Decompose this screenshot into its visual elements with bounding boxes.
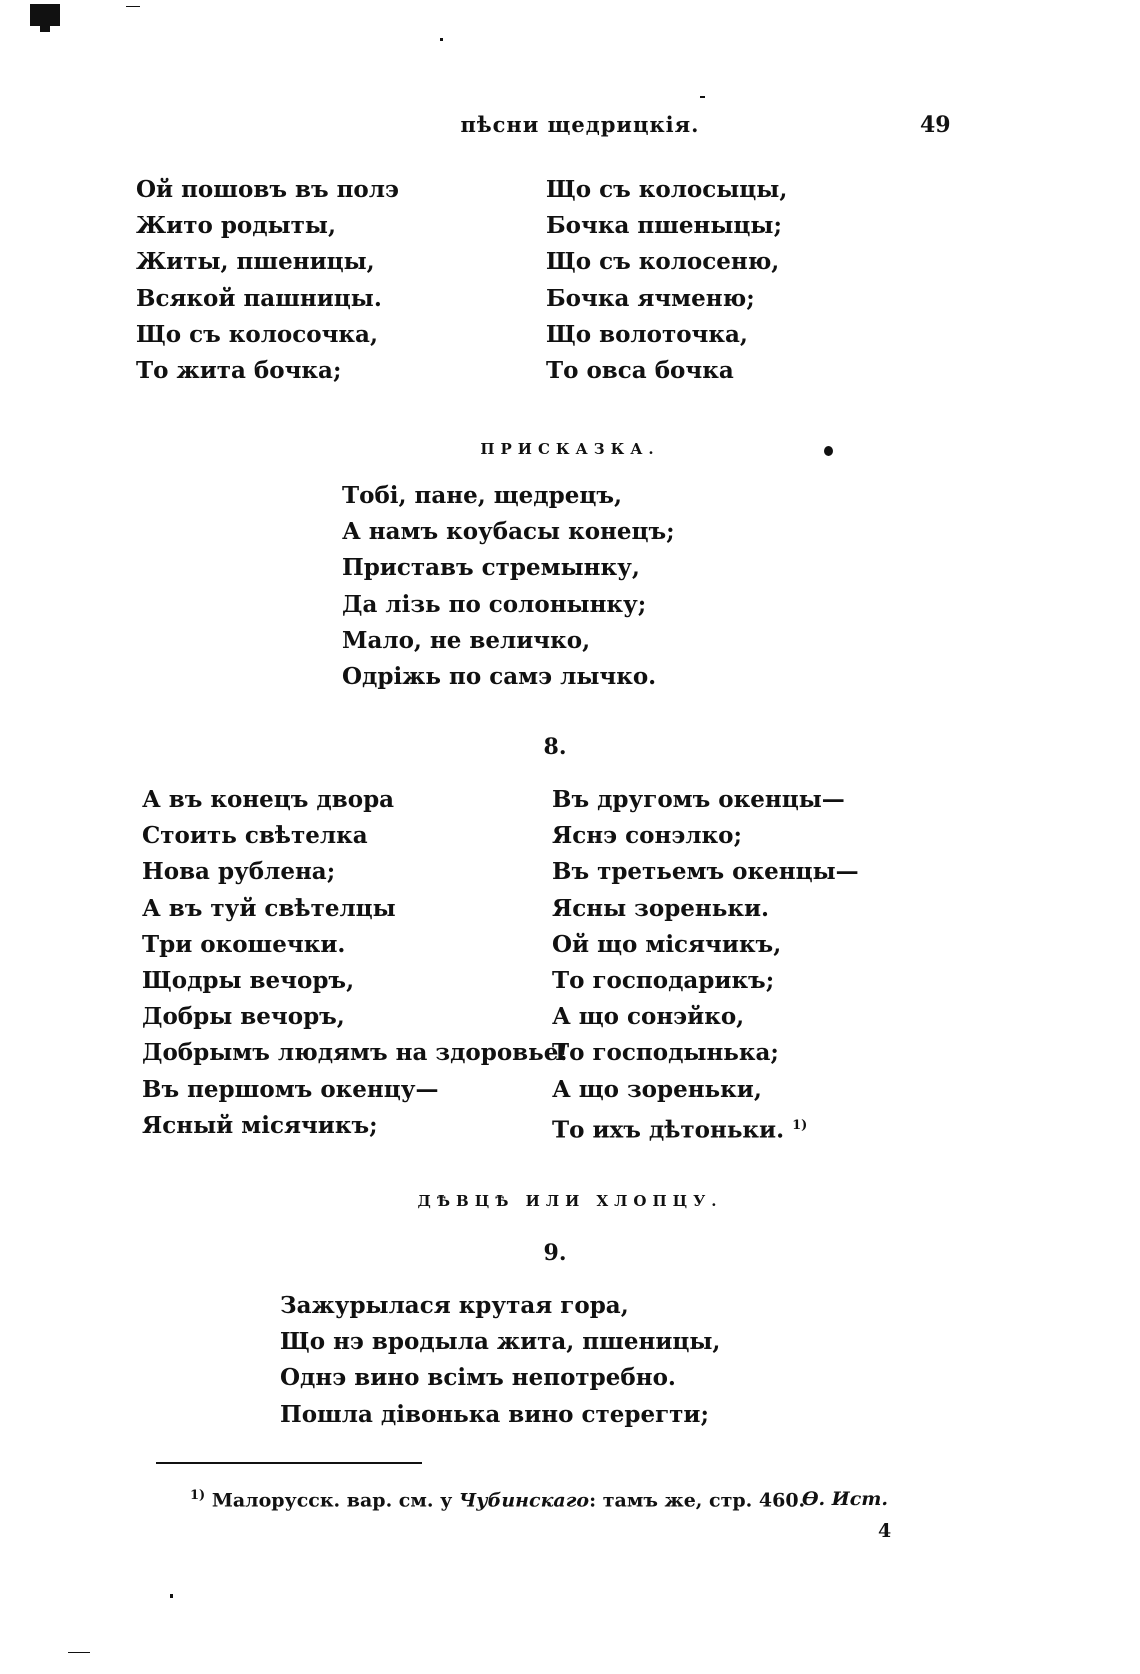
song7-left-column <box>136 172 399 389</box>
verse-line: Добрымъ людямъ на здоровье! <box>142 1039 569 1067</box>
verse-line: Ясный місячикъ; <box>142 1111 378 1139</box>
song7-right-column <box>546 172 787 389</box>
running-head: пѣсни щедрицкія. <box>460 112 700 137</box>
verse-line: Щодры вечоръ, <box>142 966 355 994</box>
verse-line: Що съ колосеню, <box>546 248 780 276</box>
scan-artifact-corner <box>30 4 60 26</box>
verse-line-with-footnote-ref <box>552 1108 859 1144</box>
song8-left-column <box>142 782 569 1144</box>
footnote-marker: 1) <box>190 1488 206 1503</box>
verse-line: Стоить свѣтелка <box>142 822 368 850</box>
sheet-number: 4 <box>878 1520 892 1542</box>
footnote-rule <box>156 1462 422 1464</box>
verse-line: То овса бочка <box>546 356 734 384</box>
scan-artifact-dot <box>700 96 705 98</box>
song9-verse <box>280 1288 720 1433</box>
scan-artifact-dot <box>170 1594 173 1598</box>
verse-line: Всякой пашницы. <box>136 284 382 312</box>
verse-line: Що съ колосочка, <box>136 320 378 348</box>
verse-line: Житы, пшеницы, <box>136 248 375 276</box>
verse-line: Да лізь по солонынку; <box>342 590 647 618</box>
verse-line: Тобі, пане, щедрецъ, <box>342 482 622 509</box>
footnote-author: Чубинскаго <box>458 1489 590 1512</box>
prykazka-heading: ПРИСКАЗКА. <box>480 440 660 458</box>
verse-line: Одріжь по самэ лычко. <box>342 662 657 690</box>
verse-line: То господынька; <box>552 1039 779 1067</box>
verse-line: Добры вечоръ, <box>142 1003 345 1031</box>
footnote-signature: Ѳ. Ист. <box>802 1488 889 1510</box>
verse-line: А въ конецъ двора <box>142 786 395 813</box>
verse-line: Що нэ вродыла жита, пшеницы, <box>280 1328 721 1356</box>
verse-line: Мало, не величко, <box>342 626 591 654</box>
page-number: 49 <box>920 112 951 138</box>
song-number-8: 8. <box>543 734 567 760</box>
verse-line: Три окошечки. <box>142 930 346 958</box>
verse-line: То ихъ дѣтоньки. <box>552 1116 785 1144</box>
scan-artifact-line <box>68 1652 90 1653</box>
scan-artifact-dot <box>440 38 443 41</box>
footnote-text-after: : тамъ же, стр. 460. <box>589 1489 806 1512</box>
verse-line: Въ першомъ окенцу— <box>142 1075 439 1103</box>
verse-line: Жито родыты, <box>136 212 336 240</box>
verse-line: А що зореньки, <box>552 1075 762 1103</box>
verse-line: А намъ коубасы конецъ; <box>342 518 675 546</box>
verse-line: А въ туй свѣтелцы <box>142 894 396 922</box>
verse-line: Нова рублена; <box>142 858 336 886</box>
footnote-reference: 1) <box>792 1117 808 1133</box>
verse-line: Бочка ячменю; <box>546 284 755 312</box>
verse-line: То господарикъ; <box>552 966 775 994</box>
song-number-9: 9. <box>543 1240 567 1266</box>
verse-line: Ясны зореньки. <box>552 894 770 922</box>
verse-line: Зажурылася крутая гора, <box>280 1292 629 1319</box>
verse-line: Однэ вино всімъ непотребно. <box>280 1364 676 1392</box>
verse-line: Пошла дівонька вино стерегти; <box>280 1400 709 1428</box>
verse-line: А що сонэйко, <box>552 1003 745 1031</box>
verse-line: Бочка пшеныцы; <box>546 212 782 240</box>
footnote-text: Малорусск. вар. см. у <box>211 1489 453 1512</box>
verse-line: Що съ колосыцы, <box>546 176 788 203</box>
verse-line: Ой пошовъ въ полэ <box>136 176 399 203</box>
song8-right-column <box>552 782 859 1144</box>
verse-line: Що волоточка, <box>546 320 748 348</box>
prykazka-verse <box>342 478 675 695</box>
verse-line: Въ другомъ окенцы— <box>552 786 845 813</box>
verse-line: Приставъ стремынку, <box>342 554 640 582</box>
verse-line: Яснэ сонэлко; <box>552 822 742 850</box>
verse-line: Въ третьемъ окенцы— <box>552 858 859 886</box>
verse-line: Ой що місячикъ, <box>552 930 782 958</box>
scan-artifact-line <box>126 6 140 7</box>
scan-artifact-corner-stem <box>40 24 50 32</box>
verse-line: То жита бочка; <box>136 356 342 384</box>
footnote <box>190 1488 805 1511</box>
divtsi-heading: ДѢВЦѢ ИЛИ ХЛОПЦУ. <box>417 1192 723 1210</box>
